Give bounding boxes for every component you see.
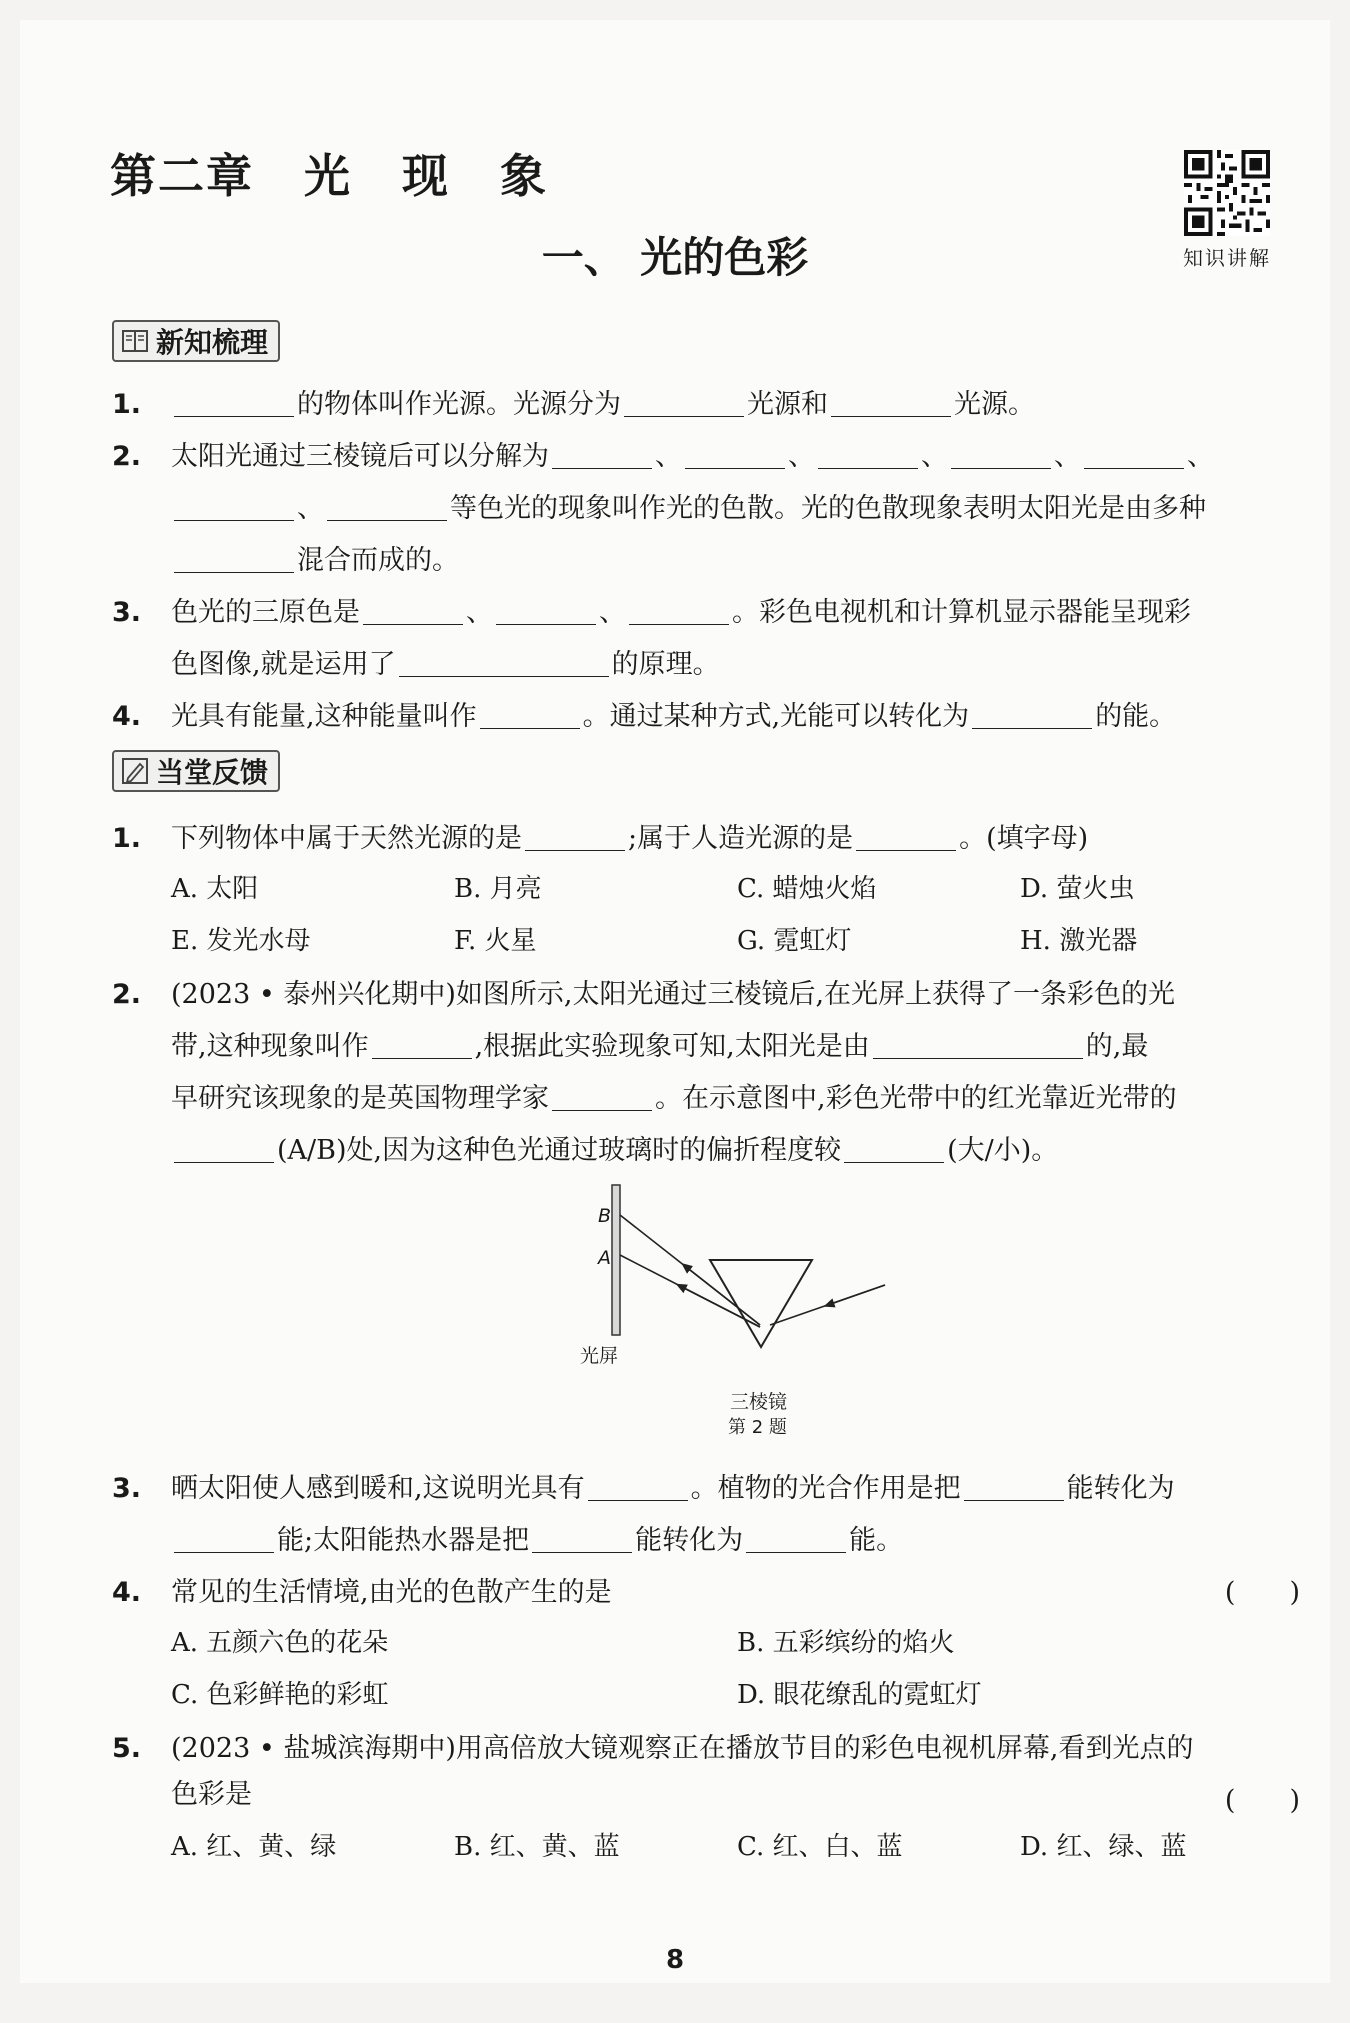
answer-blank[interactable] [588,1474,688,1501]
answer-blank[interactable] [363,598,463,625]
s2-question-2: 2. (2023 • 泰州兴化期中)如图所示,太阳光通过三棱镜后,在光屏上获得了一条彩色的光 [112,979,1176,1010]
s2-question-4: 4. 常见的生活情境,由光的色散产生的是 [112,1577,612,1608]
answer-blank[interactable] [1084,442,1184,469]
option[interactable]: H. 激光器 [1020,926,1138,956]
answer-blank[interactable] [327,494,447,521]
label-b: B [598,1205,612,1227]
workbook-page [20,20,1330,1983]
option[interactable]: C. 色彩鲜艳的彩虹 [171,1680,389,1710]
s2-question-3: 3. 晒太阳使人感到暖和,这说明光具有 。植物的光合作用是把 能转化为 [112,1473,1175,1504]
s1-question-2-cont2: 混合而成的。 [171,538,1330,577]
answer-blank[interactable] [951,442,1051,469]
answer-blank[interactable] [685,442,785,469]
option[interactable]: A. 太阳 [171,874,259,904]
s1-question-3-cont: 色图像,就是运用了 的原理。 [171,649,720,680]
option[interactable]: C. 红、白、蓝 [737,1832,903,1862]
option[interactable]: F. 火星 [454,926,537,956]
option[interactable]: D. 眼花缭乱的霓虹灯 [737,1680,982,1710]
qr-block[interactable] [1172,150,1282,271]
qr-code-icon[interactable] [1184,150,1270,236]
s2-question-3-cont: 能;太阳能热水器是把 能转化为 能。 [171,1518,1330,1557]
s1-question-1: 1. 的物体叫作光源。光源分为 光源和 光源。 [112,389,1035,420]
answer-blank[interactable] [532,1526,632,1553]
page-number: 8 [665,1945,685,1975]
answer-blank[interactable] [496,598,596,625]
answer-blank[interactable] [174,546,294,573]
qr-caption: 知识讲解 [1183,246,1271,270]
chapter-heading [110,140,564,206]
answer-paren[interactable]: ( ) [1224,1577,1300,1608]
prism [710,1260,812,1347]
option[interactable]: D. 萤火虫 [1020,874,1135,904]
answer-blank[interactable] [964,1474,1064,1501]
s2-question-2-cont3: (A/B)处,因为这种色光通过玻璃时的偏折程度较 (大/小)。 [171,1128,1330,1167]
answer-blank[interactable] [552,442,652,469]
answer-blank[interactable] [873,1032,1083,1059]
s1-question-4: 4. 光具有能量,这种能量叫作 。通过某种方式,光能可以转化为 的能。 [112,701,1177,732]
answer-blank[interactable] [818,442,918,469]
answer-blank[interactable] [399,650,609,677]
light-screen [612,1185,620,1335]
section-title: 一、 光的色彩 [541,233,809,282]
answer-blank[interactable] [372,1032,472,1059]
answer-blank[interactable] [629,598,729,625]
answer-blank[interactable] [844,1136,944,1163]
s2-question-5: 5. (2023 • 盐城滨海期中)用高倍放大镜观察正在播放节目的彩色电视机屏幕,看到光点的 [112,1733,1194,1764]
answer-blank[interactable] [972,702,1092,729]
prism-figure [580,1175,910,1438]
answer-blank[interactable] [831,390,951,417]
answer-blank[interactable] [174,1136,274,1163]
option[interactable]: G. 霓虹灯 [737,926,852,956]
chapter-label: 第二章 [110,149,254,203]
s1-question-2-cont: 、 等色光的现象叫作光的色散。光的色散现象表明太阳光是由多种 [171,486,1330,525]
s1-question-3: 3. 色光的三原色是 、 、 。彩色电视机和计算机显示器能呈现彩 [112,597,1191,628]
option[interactable]: A. 五颜六色的花朵 [171,1628,389,1658]
s2-question-1: 1. 下列物体中属于天然光源的是 ;属于人造光源的是 。(填字母) [112,823,1089,854]
answer-paren[interactable]: ( ) [1224,1785,1300,1816]
option[interactable]: B. 月亮 [454,874,542,904]
s2-question-2-cont: 带,这种现象叫作 ,根据此实验现象可知,太阳光是由 的,最 [171,1031,1149,1062]
label-a: A [598,1247,611,1269]
answer-blank[interactable] [174,1526,274,1553]
answer-blank[interactable] [174,390,294,417]
option[interactable]: E. 发光水母 [171,926,311,956]
prism-diagram [580,1175,910,1405]
answer-blank[interactable] [746,1526,846,1553]
screen-label: 光屏 [580,1345,619,1367]
chapter-name: 光 现 象 [304,149,565,203]
answer-blank[interactable] [856,824,956,851]
option[interactable]: B. 红、黄、蓝 [454,1832,620,1862]
s2-question-5-cont: 色彩是 [171,1779,252,1810]
answer-blank[interactable] [174,494,294,521]
section-tag-label: 新知梳理 [156,326,269,359]
prism-label: 三棱镜 [730,1391,788,1413]
answer-blank[interactable] [525,824,625,851]
answer-blank[interactable] [624,390,744,417]
s2-question-2-cont2: 早研究该现象的是英国物理学家 。在示意图中,彩色光带中的红光靠近光带的 [171,1083,1177,1114]
option[interactable]: A. 红、黄、绿 [171,1832,337,1862]
pencil-icon [120,756,150,786]
s1-question-2: 2. 太阳光通过三棱镜后可以分解为 、 、 、 、 、 [112,441,1214,472]
section-tag-label: 当堂反馈 [156,756,269,789]
figure-caption: 第 2 题 [728,1417,787,1438]
book-icon [120,326,150,356]
option[interactable]: B. 五彩缤纷的焰火 [737,1628,955,1658]
section-tag-class-feedback [112,750,280,792]
option[interactable]: D. 红、绿、蓝 [1020,1832,1187,1862]
option[interactable]: C. 蜡烛火焰 [737,874,877,904]
section-tag-new-knowledge [112,320,280,362]
answer-blank[interactable] [552,1084,652,1111]
answer-blank[interactable] [480,702,580,729]
